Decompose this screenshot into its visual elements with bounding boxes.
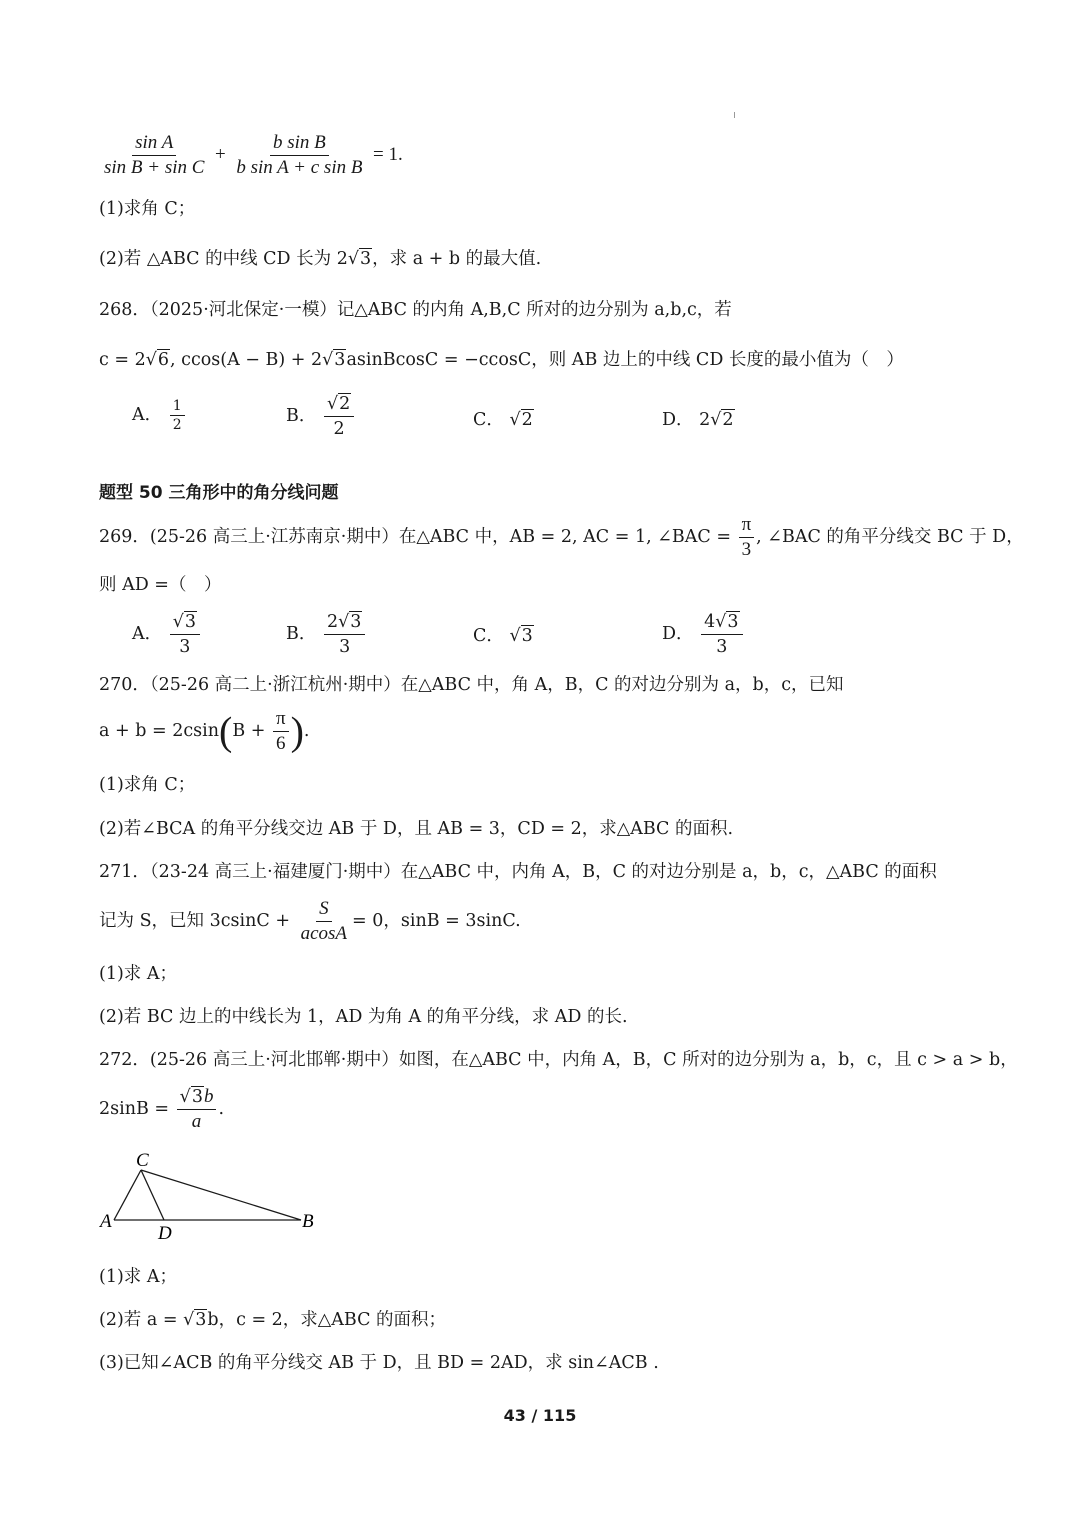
problem-272-stem: 272．(25-26 高三上·河北邯郸·期中）如图，在△ABC 中，内角 A，B，C 所对的边分别为 a，b，c，且 c > a > b， xyxy=(99,1050,1018,1070)
sqrt: √3 xyxy=(338,612,362,632)
vertex-label-a: A xyxy=(100,1211,112,1232)
continuation-q1: (1)求角 C； xyxy=(99,199,196,219)
problem-268-option-c: C． √2 xyxy=(473,410,533,430)
problem-270-q2: (2)若∠BCA 的角平分线交边 AB 于 D，且 AB = 3，CD = 2，求△ABC 的面积. xyxy=(99,819,734,839)
sqrt: √2 xyxy=(509,410,533,430)
problem-268-option-a: A． $\frac{1}{2}$ xyxy=(132,398,187,433)
sqrt: √6 xyxy=(145,350,170,370)
problem-268-option-b: B． $\frac{√2}{2}$ xyxy=(286,393,356,440)
problem-270-stem: 270．（25-26 高二上·浙江杭州·期中）在△ABC 中，角 A，B，C 的对边分别为 a，b，c，已知 xyxy=(99,675,844,695)
problem-269-option-a: A． $\frac{√3}{3}$ xyxy=(132,611,202,658)
problem-269-stem: 269．(25-26 高三上·江苏南京·期中）在△ABC 中，AB = 2, AC = 1, ∠BAC = $\frac{\pi}{3}$ , ∠BAC 的角平分线交 BC 于 D， xyxy=(99,514,1024,560)
continuation-q2: (2)若 △ABC 的中线 CD 长为 2√3，求 a + b 的最大值. xyxy=(99,246,541,272)
problem-268-option-d: D． 2√2 xyxy=(662,410,734,430)
side-cb xyxy=(141,1170,301,1220)
problem-269-option-d: D． $\frac{4√3}{3}$ xyxy=(662,611,745,658)
page-mark xyxy=(734,112,735,118)
fraction: $\frac{√3b}{a}$ xyxy=(177,1086,217,1133)
problem-272-q1: (1)求 A； xyxy=(99,1267,177,1287)
vertex-label-d: D xyxy=(158,1223,172,1244)
problem-268-condition: c = 2√6, ccos(A − B) + 2√3asinBcosC = −ccosC，则 AB 边上的中线 CD 长度的最小值为（ ） xyxy=(99,347,904,373)
sqrt: √2 xyxy=(710,410,734,430)
side-ac xyxy=(114,1170,141,1220)
fraction: $\frac{2√3}{3}$ xyxy=(324,611,365,658)
problem-269-option-c: C． √3 xyxy=(473,626,533,646)
problem-269-line2: 则 AD =（ ） xyxy=(99,575,222,595)
fraction: $\frac{\pi}{3}$ xyxy=(739,514,755,561)
fraction: $\frac{S}{acosA}$ xyxy=(300,898,348,944)
fraction: $\frac{1}{2}$ xyxy=(170,398,185,433)
sqrt: √3 xyxy=(179,1087,203,1107)
problem-272-q3: (3)已知∠ACB 的角平分线交 AB 于 D，且 BD = 2AD，求 sin∠ACB . xyxy=(99,1353,659,1373)
section-heading: 题型 50 三角形中的角分线问题 xyxy=(99,483,339,503)
sqrt: √2 xyxy=(326,394,351,414)
triangle-diagram xyxy=(96,1145,326,1245)
vertex-label-c: C xyxy=(136,1150,149,1171)
problem-269-option-b: B． $\frac{2√3}{3}$ xyxy=(286,611,367,658)
problem-272-equation: 2sinB = $\frac{√3b}{a}$ . xyxy=(99,1086,225,1132)
fraction: $\frac{√3}{3}$ xyxy=(170,611,200,658)
problem-272-q2: (2)若 a = √3b，c = 2，求△ABC 的面积； xyxy=(99,1307,446,1333)
problem-271-q2: (2)若 BC 边上的中线长为 1，AD 为角 A 的角平分线，求 AD 的长. xyxy=(99,1007,628,1027)
problem-271-q1: (1)求 A； xyxy=(99,964,177,984)
problem-270-equation: a + b = 2csin(B + $\frac{\pi}{6}$ ). xyxy=(99,708,310,754)
problem-268-stem: 268．（2025·河北保定·一模）记△ABC 的内角 A,B,C 所对的边分别为 a,b,c，若 xyxy=(99,300,732,320)
segment-cd xyxy=(141,1170,164,1220)
page-number: 43 / 115 xyxy=(503,1406,577,1425)
problem-270-q1: (1)求角 C； xyxy=(99,775,196,795)
problem-271-equation: 记为 S，已知 3csinC + $\frac{S}{acosA}$ = 0，sinB = 3sinC. xyxy=(99,898,521,944)
sqrt: √3 xyxy=(347,249,372,269)
problem-271-stem: 271．（23-24 高三上·福建厦门·期中）在△ABC 中，内角 A，B，C 的对边分别是 a，b，c，△ABC 的面积 xyxy=(99,862,937,882)
fraction-2: $\frac{\text{b sin B}}{\text{b sin A + c sin B}}$ xyxy=(236,132,363,178)
vertex-label-b: B xyxy=(302,1211,314,1232)
continuation-equation: $\frac{\text{sin A}}{\text{sin B + sin C}}$ + $\frac{\text{b sin B}}{\text{b sin A + c sin B}}$ = 1. xyxy=(99,132,403,179)
fraction: $\frac{\pi}{6}$ xyxy=(273,708,289,755)
fraction: $\frac{4√3}{3}$ xyxy=(701,611,742,658)
sqrt: √3 xyxy=(715,612,739,632)
fraction: $\frac{√2}{2}$ xyxy=(324,393,354,440)
fraction-1: $\frac{\text{sin A}}{\text{sin B + sin C}}$ xyxy=(104,132,205,178)
sqrt: √3 xyxy=(172,612,197,632)
sqrt: √3 xyxy=(322,350,346,370)
sqrt: √3 xyxy=(509,626,533,646)
sqrt: √3 xyxy=(183,1310,207,1330)
